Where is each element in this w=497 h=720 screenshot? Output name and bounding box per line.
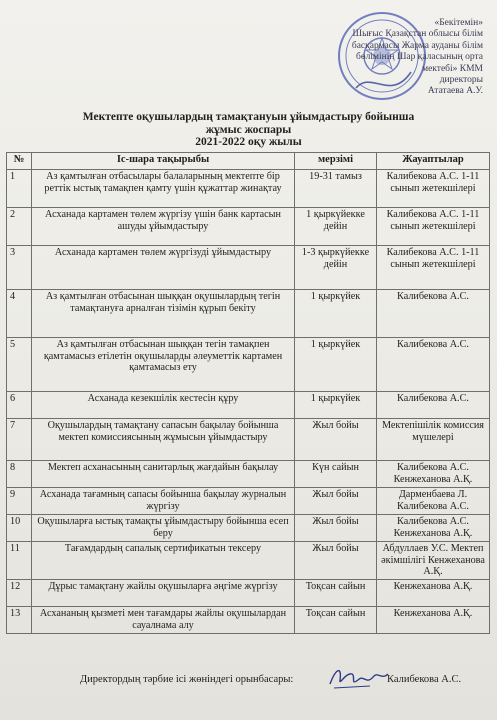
header-number: № [7, 153, 32, 170]
row-number: 6 [7, 392, 32, 419]
table-row [7, 515, 490, 542]
plan-table [6, 152, 490, 634]
title-line-2: жұмыс жоспары [205, 123, 292, 136]
row-deadline: Жыл бойы [295, 542, 377, 580]
row-number: 7 [7, 419, 32, 461]
row-number: 3 [7, 246, 32, 290]
row-responsible: Калибекова А.С. [377, 338, 490, 392]
row-deadline: Жыл бойы [295, 515, 377, 542]
approval-line: Ататаева А.У. [427, 86, 483, 97]
row-task: Аз қамтылған отбасылары балаларының мектепте бір реттік ыстық тамақпен қамту үшін құжаттар жинақтау [32, 170, 295, 208]
row-deadline: Жыл бойы [295, 488, 377, 515]
deputy-director-name: Калибекова А.С. [387, 674, 462, 685]
row-responsible: Калибекова А.С. 1-11 сынып жетекшілері [377, 246, 490, 290]
row-responsible: Кенжеханова А.Қ. [377, 607, 490, 634]
document-title [0, 111, 497, 149]
title-line-3: 2021-2022 оқу жылы [195, 136, 302, 148]
row-number: 8 [7, 461, 32, 488]
row-task: Тағамдардың сапалық сертификатын тексеру [32, 542, 295, 580]
title-line-1: Мектепте оқушылардың тамақтануын ұйымдастыру бойынша [82, 111, 415, 123]
approval-line: мектебі» КММ [422, 63, 483, 74]
approval-line: «Бекітемін» [434, 18, 483, 28]
row-number: 13 [7, 607, 32, 634]
row-task: Асханада тағамның сапасы бойынша бақылау журналын жүргізу [32, 488, 295, 515]
table-row [7, 607, 490, 634]
approval-block [335, 18, 483, 98]
table-row [7, 246, 490, 290]
table-row [7, 170, 490, 208]
header-task: Іс-шара тақырыбы [32, 153, 295, 170]
row-deadline: Тоқсан сайын [295, 607, 377, 634]
row-number: 5 [7, 338, 32, 392]
row-number: 9 [7, 488, 32, 515]
table-header-row [7, 153, 490, 170]
row-number: 11 [7, 542, 32, 580]
row-responsible: Дарменбаева Л. Калибекова А.С. [377, 488, 490, 515]
row-number: 4 [7, 290, 32, 338]
row-responsible: Абдуллаев У.С. Мектеп әкімшілігі Кенжеханова А.Қ. [377, 542, 490, 580]
table-row [7, 208, 490, 246]
approval-line: Шығыс Қазақстан облысы білім [352, 29, 483, 40]
header-deadline: мерзімі [295, 153, 377, 170]
table-row [7, 392, 490, 419]
row-responsible: Калибекова А.С. [377, 290, 490, 338]
row-number: 10 [7, 515, 32, 542]
approval-line: бөлімінің Шар қаласының орта [356, 52, 483, 63]
row-deadline: Күн сайын [295, 461, 377, 488]
handwritten-signature [326, 662, 392, 692]
row-responsible: Калибекова А.С. 1-11 сынып жетекшілері [377, 208, 490, 246]
row-responsible: Калибекова А.С. 1-11 сынып жетекшілері [377, 170, 490, 208]
table-row [7, 461, 490, 488]
row-task: Оқушылардың тамақтану сапасын бақылау бойынша мектеп комиссиясының жұмысын ұйымдастыру [32, 419, 295, 461]
row-deadline: 1-3 қыркүйекке дейін [295, 246, 377, 290]
table-row [7, 290, 490, 338]
row-responsible: Калибекова А.С. Кенжеханова А.Қ. [377, 515, 490, 542]
header-responsible: Жауаптылар [377, 153, 490, 170]
row-deadline: 19-31 тамыз [295, 170, 377, 208]
row-number: 2 [7, 208, 32, 246]
row-task: Дұрыс тамақтану жайлы оқушыларға әңгіме жүргізу [32, 580, 295, 607]
row-task: Оқушыларға ыстық тамақты ұйымдастыру бойынша есеп беру [32, 515, 295, 542]
row-task: Асханада картамен төлем жүргізу үшін банк картасын ашуды ұйымдастыру [32, 208, 295, 246]
row-number: 12 [7, 580, 32, 607]
row-task: Аз қамтылған отбасынан шыққан оқушылардың тегін тамақтануға арналған тізімін құрып бекіту [32, 290, 295, 338]
approval-line: басқармасы Жарма ауданы білім [351, 40, 483, 51]
row-deadline: 1 қыркүйек [295, 290, 377, 338]
table-row [7, 338, 490, 392]
row-responsible: Калибекова А.С. Кенжеханова А.Қ. [377, 461, 490, 488]
deputy-director-position: Директордың тәрбие ісі жөніндегі орынбасары: [80, 674, 294, 685]
row-task: Асханада кезекшілік кестесін құру [32, 392, 295, 419]
row-task: Асхананың қызметі мен тағамдары жайлы оқушылардан сауалнама алу [32, 607, 295, 634]
row-deadline: 1 қыркүйекке дейін [295, 208, 377, 246]
row-task: Мектеп асханасының санитарлық жағдайын бақылау [32, 461, 295, 488]
table-row [7, 419, 490, 461]
table-row [7, 580, 490, 607]
row-deadline: Тоқсан сайын [295, 580, 377, 607]
row-deadline: 1 қыркүйек [295, 392, 377, 419]
approval-line: директоры [439, 75, 483, 86]
row-task: Аз қамтылған отбасынан шыққан тегін тамақпен қамтамасыз етілетін оқушыларды әлеуметтік картамен қамтамасыз ету [32, 338, 295, 392]
row-deadline: Жыл бойы [295, 419, 377, 461]
table-row [7, 488, 490, 515]
table-row [7, 542, 490, 580]
row-responsible: Калибекова А.С. [377, 392, 490, 419]
row-task: Асханада картамен төлем жүргізуді ұйымдастыру [32, 246, 295, 290]
row-number: 1 [7, 170, 32, 208]
row-deadline: 1 қыркүйек [295, 338, 377, 392]
row-responsible: Кенжеханова А.Қ. [377, 580, 490, 607]
row-responsible: Мектепішілік комиссия мүшелері [377, 419, 490, 461]
